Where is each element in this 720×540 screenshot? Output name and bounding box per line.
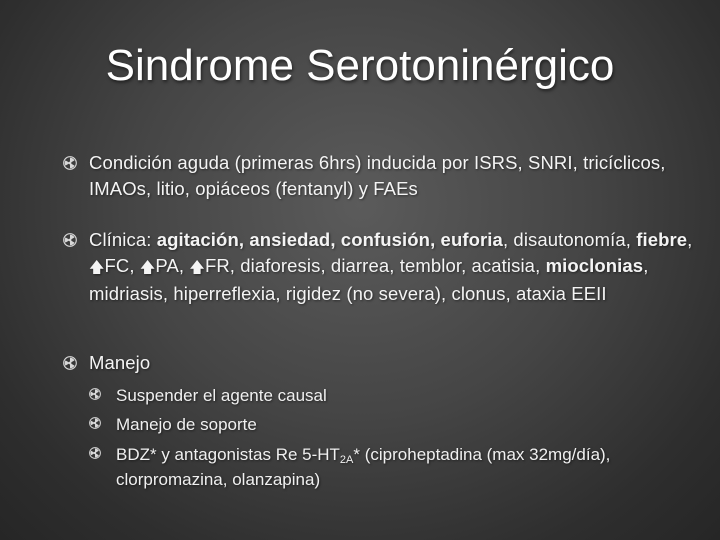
radioactive-bullet-icon — [89, 447, 101, 459]
slide-title: Sindrome Serotoninérgico — [105, 41, 615, 90]
bdz-subscript: 2A — [339, 454, 354, 466]
radioactive-bullet-icon — [63, 156, 77, 170]
clinica-agitacion: agitación, ansiedad, confusión, euforia — [156, 229, 503, 250]
sub-bullet-suspender: Suspender el agente causal — [116, 386, 327, 405]
bdz-text: BDZ* y antagonistas Re 5-HT — [116, 445, 340, 464]
clinica-fc: FC, — [104, 255, 140, 276]
clinica-lead: Clínica: — [89, 229, 157, 250]
clinica-text: , midriasis, hiperreflexia, rigidez (no severa), clonus, ataxia EEII — [89, 255, 649, 304]
clinica-mioclonias: mioclonias — [545, 255, 644, 276]
clinica-pa: PA, — [155, 255, 190, 276]
up-arrow-icon: 🡅 — [189, 259, 205, 276]
up-arrow-icon: 🡅 — [139, 259, 156, 276]
radioactive-bullet-icon — [63, 356, 77, 370]
radioactive-bullet-icon — [89, 388, 101, 400]
radioactive-bullet-icon — [63, 233, 77, 247]
clinica-text: , — [687, 229, 693, 250]
bullet-clinica — [89, 227, 699, 307]
clinica-fiebre: fiebre — [636, 229, 688, 250]
bdz-text-rest: * (ciproheptadina (max 32mg/día), clorpromazina, olanzapina) — [116, 445, 611, 489]
up-arrow-icon: 🡅 — [89, 259, 105, 276]
bullet-condicion: Condición aguda (primeras 6hrs) inducida por ISRS, SNRI, tricíclicos, IMAOs, litio, opiáceos (fentanyl) y FAEs — [89, 152, 666, 199]
clinica-text: , disautonomía, — [502, 229, 637, 250]
sub-bullet-bdz — [116, 442, 676, 492]
radioactive-bullet-icon — [89, 417, 101, 429]
bullet-manejo: Manejo — [89, 352, 151, 373]
sub-bullet-soporte: Manejo de soporte — [116, 415, 257, 434]
clinica-fr: FR, diaforesis, diarrea, temblor, acatisia, — [204, 255, 546, 276]
